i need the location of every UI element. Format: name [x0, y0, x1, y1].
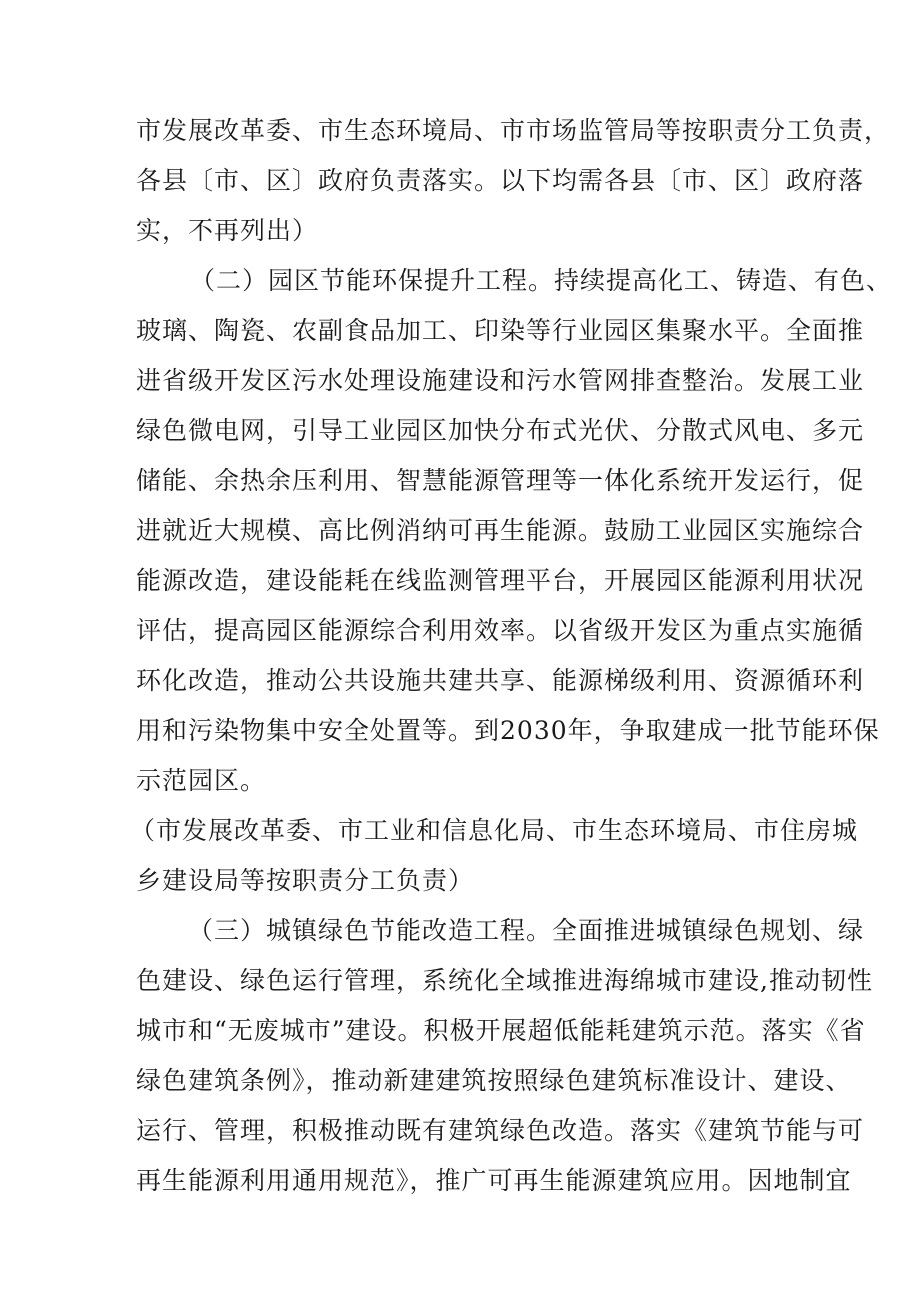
text-line: 市发展改革委、市生态环境局、市市场监管局等按职责分工负责， — [136, 116, 891, 145]
text-line: （三）城镇绿色节能改造工程。全面推进城镇绿色规划、绿 — [188, 916, 865, 945]
text-line: 用和污染物集中安全处置等。到2030年，争取建成一批节能环保 — [136, 716, 880, 745]
text-line: 再生能源利用通用规范》，推广可再生能源建筑应用。因地制宜 — [136, 1166, 852, 1195]
text-line: 进省级开发区污水处理设施建设和污水管网排查整治。发展工业 — [136, 366, 865, 395]
text-line: 绿色微电网，引导工业园区加快分布式光伏、分散式风电、多元 — [136, 416, 865, 445]
text-line: 乡建设局等按职责分工负责） — [136, 866, 475, 895]
text-line: 玻璃、陶瓷、农副食品加工、印染等行业园区集聚水平。全面推 — [136, 316, 865, 345]
text-line: 进就近大规模、高比例消纳可再生能源。鼓励工业园区实施综合 — [136, 516, 865, 545]
text-line: 城市和“无废城市”建设。积极开展超低能耗建筑示范。落实《省 — [136, 1016, 866, 1045]
text-line: 能源改造，建设能耗在线监测管理平台，开展园区能源利用状况 — [136, 566, 865, 595]
text-line: 绿色建筑条例》，推动新建建筑按照绿色建筑标准设计、建设、 — [136, 1066, 852, 1095]
text-line: 实，不再列出） — [136, 216, 319, 245]
text-line: 色建设、绿色运行管理，系统化全域推进海绵城市建设,推动韧性 — [136, 966, 873, 995]
text-line: 各县〔市、区〕政府负责落实。以下均需各县〔市、区〕政府落 — [136, 166, 865, 195]
text-line: 示范园区。 — [136, 766, 267, 795]
text-line: （市发展改革委、市工业和信息化局、市生态环境局、市住房城 — [130, 816, 859, 845]
text-line: 储能、余热余压利用、智慧能源管理等一体化系统开发运行，促 — [136, 466, 865, 495]
text-line: 运行、管理，积极推动既有建筑绿色改造。落实《建筑节能与可 — [136, 1116, 865, 1145]
text-line: 评估，提高园区能源综合利用效率。以省级开发区为重点实施循 — [136, 616, 865, 645]
text-line: 环化改造，推动公共设施共建共享、能源梯级利用、资源循环利 — [136, 666, 865, 695]
text-line: （二）园区节能环保提升工程。持续提高化工、铸造、有色、 — [190, 266, 893, 295]
